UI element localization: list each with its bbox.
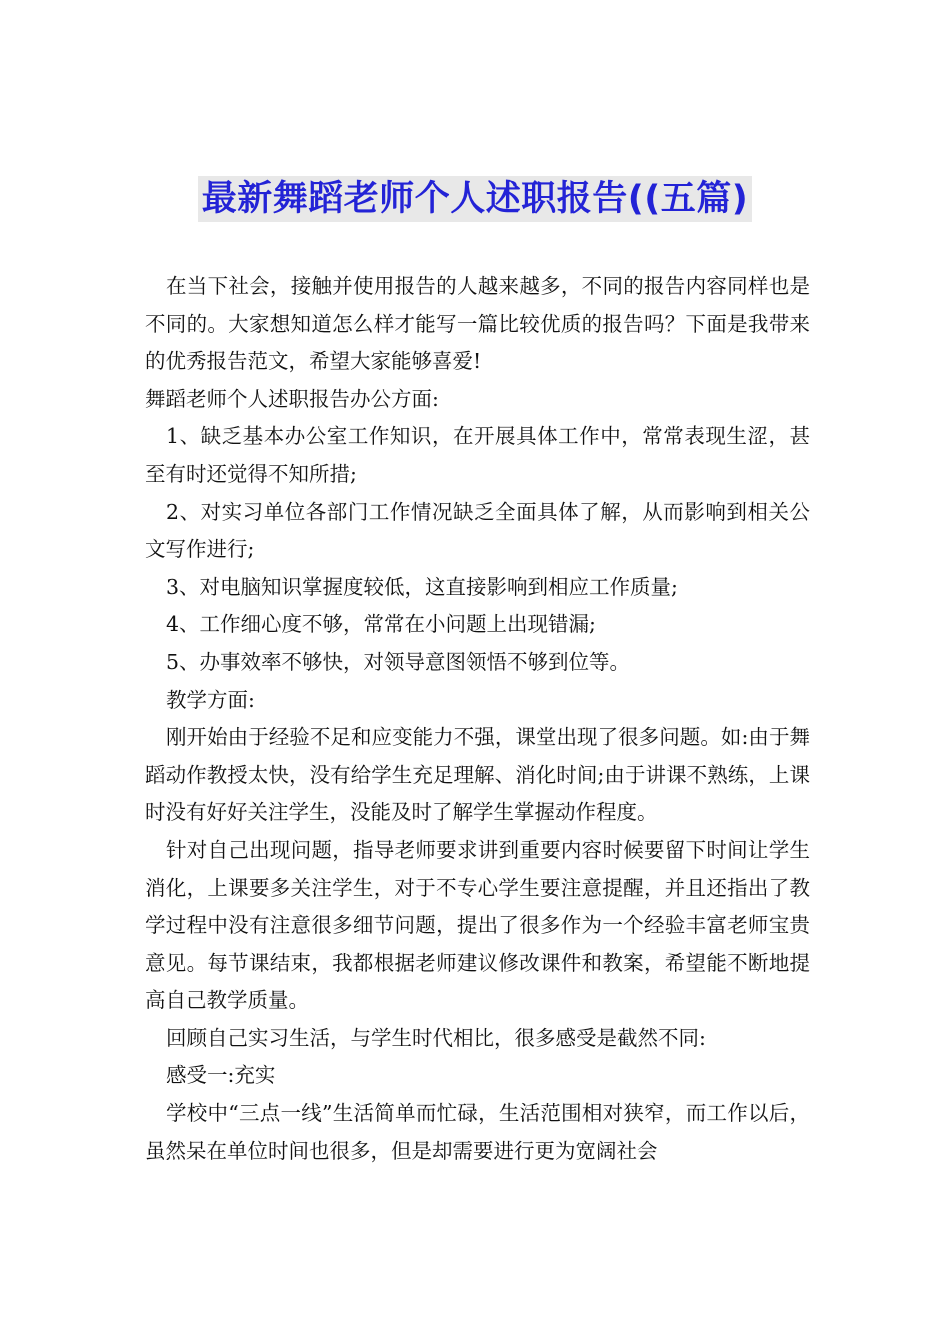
paragraph-feeling-one: 感受一:充实 xyxy=(166,1063,276,1088)
document-body xyxy=(145,268,810,1170)
document-title: 最新舞蹈老师个人述职报告((五篇) xyxy=(198,176,753,222)
paragraph-intro: 在当下社会，接触并使用报告的人越来越多，不同的报告内容同样也是不同的。大家想知道怎么样才能写一篇比较优质的报告吗？下面是我带来的优秀报告范文，希望大家能够喜爱! xyxy=(145,274,810,374)
paragraph-review: 回顾自己实习生活，与学生时代相比，很多感受是截然不同: xyxy=(166,1025,706,1050)
paragraph-item-1: 1、缺乏基本办公室工作知识，在开展具体工作中，常常表现生涩，甚至有时还觉得不知所措; xyxy=(145,424,810,486)
title-container xyxy=(0,176,950,222)
paragraph-item-2: 2、对实习单位各部门工作情况缺乏全面具体了解，从而影响到相关公文写作进行; xyxy=(145,499,810,562)
paragraph-mentor-advice: 针对自己出现问题，指导老师要求讲到重要内容时候要留下时间让学生消化，上课要多关注学生，对于不专心学生要注意提醒，并且还指出了教学过程中没有注意很多细节问题，提出了很多作为一个经验丰富老师宝贵意见。每节课结束，我都根据老师建议修改课件和教案，希望能不断地提高自己教学质量。 xyxy=(145,837,810,1013)
paragraph-teaching-problems: 刚开始由于经验不足和应变能力不强，课堂出现了很多问题。如:由于舞蹈动作教授太快，没有给学生充足理解、消化时间;由于讲课不熟练，上课时没有好好关注学生，没能及时了解学生掌握动作程度。 xyxy=(145,725,810,825)
paragraph-teaching-heading: 教学方面: xyxy=(166,687,255,712)
paragraph-item-4: 4、工作细心度不够，常常在小问题上出现错漏; xyxy=(166,612,596,637)
paragraph-office-heading: 舞蹈老师个人述职报告办公方面: xyxy=(145,386,439,411)
paragraph-item-5: 5、办事效率不够快，对领导意图领悟不够到位等。 xyxy=(166,649,631,674)
paragraph-item-3: 3、对电脑知识掌握度较低，这直接影响到相应工作质量; xyxy=(166,574,678,599)
paragraph-school-life: 学校中“三点一线”生活简单而忙碌，生活范围相对狭窄，而工作以后，虽然呆在单位时间也很多，但是却需要进行更为宽阔社会 xyxy=(145,1101,810,1163)
